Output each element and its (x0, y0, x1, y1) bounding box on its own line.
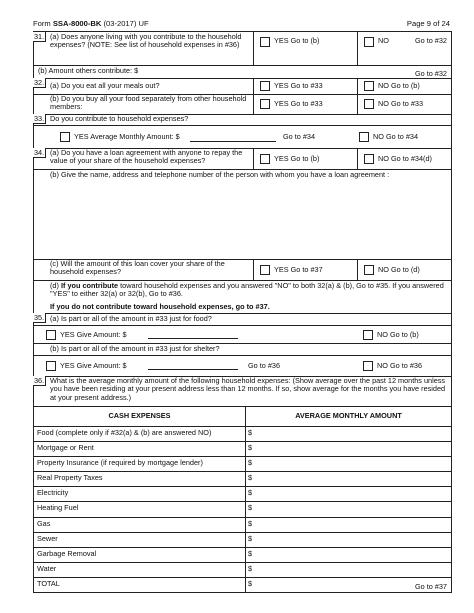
q31b-row (34, 65, 451, 79)
dollar-sign: $ (248, 533, 253, 543)
dollar-sign: $ (248, 428, 253, 437)
expense-label: Gas (37, 518, 51, 528)
expense-row (34, 471, 451, 487)
expense-row (34, 486, 451, 502)
q34a-yes-cell (253, 148, 358, 169)
q31a-no-goto: Go to #32 (414, 36, 447, 45)
q32a-yes-checkbox[interactable] (260, 81, 270, 91)
expense-row (34, 532, 451, 548)
q34a-no-cell (357, 148, 451, 169)
q32b-question: (b) Do you buy all your food separately from other household members: (50, 94, 247, 112)
expense-amount-field[interactable] (245, 577, 451, 592)
q32b-yes-label: YES Go to #33 (274, 99, 323, 108)
q31b-goto: Go to #32 (414, 69, 447, 78)
q35b-amount-line[interactable] (148, 369, 238, 370)
q31a-row (34, 32, 451, 66)
q35b-options-row (34, 355, 451, 377)
q35-number: 35. (34, 313, 45, 322)
q34a-yes-checkbox[interactable] (260, 154, 270, 164)
q35a-options-row (34, 325, 451, 344)
q34a-question: (a) Do you have a loan agreement with anyone to repay the value of your share of the household expenses? (50, 148, 243, 166)
q32b-yes-cell (253, 94, 358, 114)
expense-label: Property Insurance (if required by mortgage lender) (37, 458, 203, 468)
q33-options-row (34, 125, 451, 149)
q31a-no-cell (357, 32, 451, 65)
dollar-sign: $ (248, 488, 253, 498)
q31b-question: (b) Amount others contribute: $ (38, 66, 139, 75)
expense-label: TOTAL (37, 578, 60, 588)
q35a-amount-line[interactable] (148, 338, 238, 339)
q32b-no-cell (357, 94, 451, 114)
q34-number: 34. (34, 148, 45, 157)
q35b-question: (b) Is part or all of the amount in #33 just for shelter? (50, 344, 220, 353)
cash-expenses-header-cell (34, 406, 245, 426)
dollar-sign: $ (248, 563, 253, 573)
expense-amount-field[interactable] (245, 517, 451, 532)
cash-expenses-header: CASH EXPENSES (108, 411, 171, 420)
expense-amount-field[interactable] (245, 547, 451, 562)
q34d-instruction: (d) If you contribute toward household expenses and you answered "NO" to both 32(a) & (b), Go to #35. If you answered "YES" to either 32(a) or 32(b), Go to #36. (50, 281, 444, 299)
expense-label: Water (37, 563, 57, 573)
q32-number: 32. (34, 78, 45, 87)
q34c-row (34, 259, 451, 281)
q32a-yes-label: YES Go to #33 (274, 81, 323, 90)
expense-row (34, 426, 451, 442)
avg-monthly-header-cell (245, 406, 451, 426)
expense-row (34, 562, 451, 578)
q36-goto: Go to #37 (414, 581, 447, 591)
q34d-row (34, 280, 451, 314)
q33-number: 33. (34, 114, 45, 123)
expense-label: Real Property Taxes (37, 473, 103, 483)
dollar-sign: $ (248, 473, 253, 483)
q33-question: Do you contribute to household expenses? (50, 114, 189, 123)
expense-row (34, 456, 451, 472)
q32b-no-label: NO Go to #33 (378, 99, 424, 108)
q31a-no-label: NO (378, 36, 389, 45)
q34a-no-checkbox[interactable] (364, 154, 374, 164)
q35b-yes-goto: Go to #36 (248, 361, 281, 370)
q35b-yes-checkbox[interactable] (46, 361, 56, 371)
expense-amount-field[interactable] (245, 471, 451, 486)
q36-intro-row (34, 376, 451, 407)
expense-amount-field[interactable] (245, 486, 451, 501)
q32a-yes-cell (253, 78, 358, 94)
q35a-no-label: NO Go to (b) (377, 330, 419, 339)
expense-label: Heating Fuel (37, 503, 79, 513)
q32a-row (34, 78, 451, 95)
q33-yes-checkbox[interactable] (60, 132, 70, 142)
q34a-row (34, 148, 451, 170)
q34c-yes-label: YES Go to #37 (274, 265, 323, 274)
expense-label: Food (complete only if #32(a) & (b) are answered NO) (37, 428, 212, 437)
q32b-row (34, 94, 451, 115)
q32a-no-cell (357, 78, 451, 94)
q34b-row[interactable] (34, 169, 451, 260)
expense-label: Electricity (37, 488, 69, 498)
q35b-no-checkbox[interactable] (363, 361, 373, 371)
q34b-question: (b) Give the name, address and telephone number of the person with whom you have a loan agreement : (50, 170, 390, 179)
q32b-no-checkbox[interactable] (364, 99, 374, 109)
expense-amount-field[interactable] (245, 441, 451, 456)
q32a-no-label: NO Go to (b) (378, 81, 420, 90)
avg-monthly-header: AVERAGE MONTHLY AMOUNT (295, 411, 402, 420)
form-id: Form SSA-8000-BK (03-2017) UF (33, 19, 149, 28)
dollar-sign: $ (248, 443, 253, 453)
expense-amount-field[interactable] (245, 426, 451, 441)
q32a-no-checkbox[interactable] (364, 81, 374, 91)
q32a-question: (a) Do you eat all your meals out? (50, 81, 160, 90)
q33-yes-label: YES Average Monthly Amount: $ (74, 132, 180, 141)
q35b-yes-label: YES Give Amount: $ (60, 361, 127, 370)
q34c-no-label: NO Go to (d) (378, 265, 420, 274)
dollar-sign: $ (248, 548, 253, 558)
q33-no-checkbox[interactable] (359, 132, 369, 142)
q34c-no-cell (357, 259, 451, 280)
expense-amount-field[interactable] (245, 456, 451, 471)
q33-no-label: NO Go to #34 (373, 132, 419, 141)
q34d-no-contribute: If you do not contribute toward household expenses, go to #37. (50, 302, 270, 311)
q31a-yes-checkbox[interactable] (260, 37, 270, 47)
expense-label: Mortgage or Rent (37, 443, 94, 453)
q32b-yes-checkbox[interactable] (260, 99, 270, 109)
dollar-sign: $ (248, 578, 253, 588)
q33-amount-line[interactable] (190, 141, 276, 142)
q36-number: 36. (34, 376, 45, 385)
expense-table-header (34, 406, 451, 427)
expense-row (34, 577, 451, 592)
q35a-no-checkbox[interactable] (363, 330, 373, 340)
q31a-question: (a) Does anyone living with you contribute to the household expenses? (NOTE: See list of household expenses in #36) (50, 32, 242, 50)
q34c-question: (c) Will the amount of this loan cover your share of the household expenses? (50, 259, 225, 277)
expense-row (34, 547, 451, 563)
expense-label: Garbage Removal (37, 548, 97, 558)
q31a-yes-label: YES Go to (b) (274, 36, 320, 45)
q35a-question: (a) Is part or all of the amount in #33 just for food? (50, 314, 212, 323)
expense-amount-field[interactable] (245, 562, 451, 577)
page-header (33, 20, 450, 31)
page-number: Page 9 of 24 (406, 19, 450, 28)
dollar-sign: $ (248, 503, 253, 513)
q35a-yes-checkbox[interactable] (46, 330, 56, 340)
q34c-no-checkbox[interactable] (364, 265, 374, 275)
q36-intro-text: What is the average monthly amount of the following household expenses: (Show average over the past 12 months unless you have been residing at your present address less than 12 months. If so, show average for the months you have resided at your present address.) (50, 376, 446, 402)
q35b-no-label: NO Go to #36 (377, 361, 423, 370)
q34a-no-label: NO Go to #34(d) (378, 154, 432, 163)
q34c-yes-checkbox[interactable] (260, 265, 270, 275)
q31-number: 31. (34, 32, 45, 41)
expense-amount-field[interactable] (245, 501, 451, 516)
expense-row (34, 517, 451, 533)
expense-label: Sewer (37, 533, 58, 543)
q34a-yes-label: YES Go to (b) (274, 154, 320, 163)
dollar-sign: $ (248, 458, 253, 468)
q31a-no-checkbox[interactable] (364, 37, 374, 47)
expense-amount-field[interactable] (245, 532, 451, 547)
expense-row (34, 501, 451, 517)
q34c-yes-cell (253, 259, 358, 280)
expense-row (34, 441, 451, 457)
q31a-yes-cell (253, 32, 358, 65)
form-body (33, 31, 452, 593)
dollar-sign: $ (248, 518, 253, 528)
q35a-yes-label: YES Give Amount: $ (60, 330, 127, 339)
q33-yes-goto: Go to #34 (283, 132, 316, 141)
